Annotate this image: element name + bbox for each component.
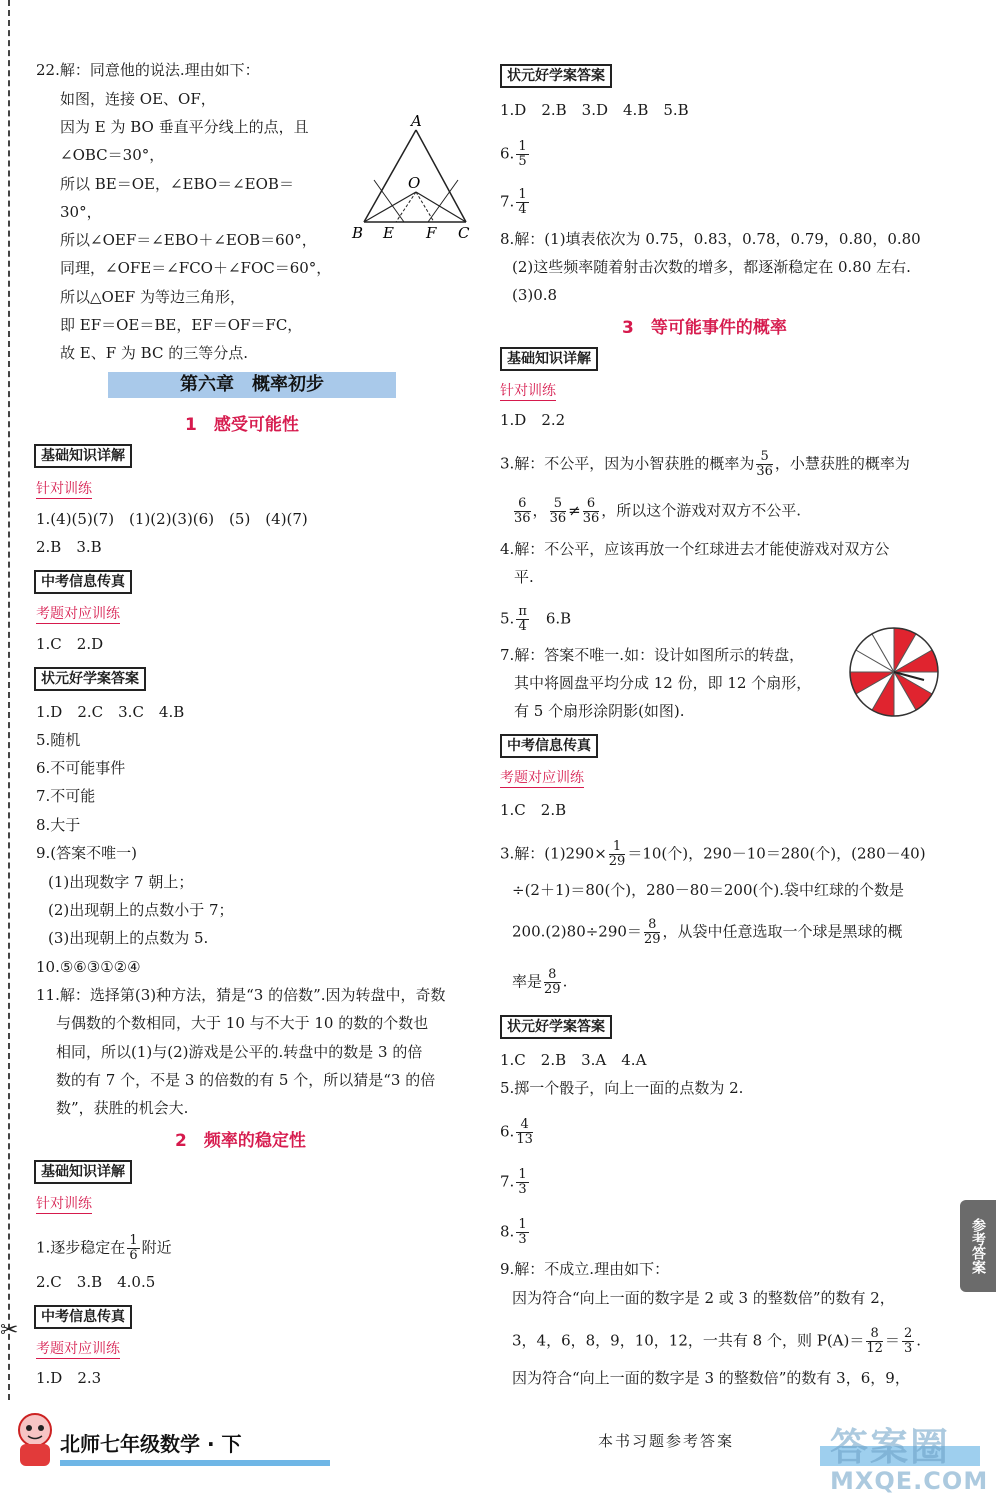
answer-line: (2)这些频率随着射击次数的增多，都逐渐稳定在 0.80 左右. — [512, 258, 911, 276]
answer-line: 9.(答案不唯一) — [36, 844, 138, 862]
answer-line: 1.(4)(5)(7) (1)(2)(3)(6) (5) (4)(7) — [36, 510, 308, 528]
cut-line — [8, 0, 10, 1400]
footer-section-title: 本书习题参考答案 — [598, 1432, 735, 1450]
subsection-label: 针对训练 — [500, 383, 556, 399]
q22-line: 同理，∠OFE＝∠FCO＋∠FOC＝60°， — [60, 259, 332, 277]
q22-line: 所以∠OEF＝∠EBO＋∠EOB＝60°， — [60, 231, 317, 249]
label-a: A — [411, 112, 422, 130]
section-title: 3 等可能事件的概率 — [622, 318, 787, 338]
answer-line: 6. $\frac{4}{13}$ — [500, 1117, 533, 1147]
answer-line: 6. $\frac{1}{5}$ — [500, 139, 527, 169]
mascot-icon — [10, 1408, 60, 1472]
subsection-label: 考题对应训练 — [36, 606, 120, 622]
answer-line: 2.B 3.B — [36, 538, 102, 556]
label-c: C — [458, 224, 470, 242]
answer-line: (2)出现朝上的点数小于 7； — [48, 901, 234, 919]
q22-line: 30°， — [60, 203, 102, 221]
q22-head: 22.解：同意他的说法.理由如下： — [36, 61, 260, 79]
answer-line: 3.解：(1)290× $\frac{1}{29}$ ＝10(个)，290－10＝280(个)，(280－40) — [500, 839, 926, 869]
answer-line: 1.逐步稳定在 $\frac{1}{6}$ 附近 — [36, 1233, 172, 1263]
section-box: 状元好学案答案 — [34, 667, 146, 691]
footer-book-title: 北师七年级数学 · 下 — [60, 1432, 242, 1456]
answer-line: 5.掷一个骰子，向上一面的点数为 2. — [500, 1079, 744, 1097]
answer-line: 7. $\frac{1}{4}$ — [500, 187, 527, 217]
section-box: 中考信息传真 — [500, 734, 598, 758]
q22-line: 因为 E 为 BO 垂直平分线上的点，且 — [60, 118, 309, 136]
scissors-icon: ✂ — [0, 1318, 19, 1343]
answer-line: 1.C 2.B 3.A 4.A — [500, 1051, 647, 1069]
answer-line: 2.C 3.B 4.0.5 — [36, 1273, 156, 1291]
answer-line: $\frac{6}{36}$ ， $\frac{5}{36}$ ≠ $\frac{6}{36}$ ，所以这个游戏对双方不公平. — [514, 496, 802, 526]
answer-line: 6.不可能事件 — [36, 759, 126, 777]
answer-line: 与偶数的个数相同，大于 10 与不大于 10 的数的个数也 — [56, 1014, 429, 1032]
section-box: 中考信息传真 — [34, 1305, 132, 1329]
answer-line: 1.C 2.D — [36, 635, 104, 653]
answer-line: 8. $\frac{1}{3}$ — [500, 1217, 527, 1247]
subsection-label: 考题对应训练 — [36, 1341, 120, 1357]
label-f: F — [426, 224, 437, 242]
q22-line: 故 E、F 为 BC 的三等分点. — [60, 344, 248, 362]
answer-line: 1.D 2.C 3.C 4.B — [36, 703, 185, 721]
section-box: 中考信息传真 — [34, 570, 132, 594]
answer-line: 1.D 2.B 3.D 4.B 5.B — [500, 101, 689, 119]
answer-line: 200.(2)80÷290＝ $\frac{8}{29}$ ，从袋中任意选取一个球是黑球的概 — [512, 917, 903, 947]
section-title: 2 频率的稳定性 — [175, 1131, 306, 1151]
q22-line: 即 EF＝OE＝BE，EF＝OF＝FC， — [60, 316, 303, 334]
answer-line: 相同，所以(1)与(2)游戏是公平的.转盘中的数是 3 的倍 — [56, 1043, 423, 1061]
q22-line: ∠OBC＝30°， — [60, 146, 165, 164]
section-box: 基础知识详解 — [34, 1160, 132, 1184]
triangle-figure — [350, 112, 476, 244]
section-box: 状元好学案答案 — [500, 1015, 612, 1039]
answer-line: 5.随机 — [36, 731, 81, 749]
section-title: 1 感受可能性 — [185, 415, 299, 435]
answer-line: 8.大于 — [36, 816, 81, 834]
answer-line: 因为符合“向上一面的数字是 2 或 3 的整数倍”的数有 2， — [512, 1289, 895, 1307]
answer-line: 5. $\frac{\pi}{4}$ 6.B — [500, 604, 572, 634]
answer-line: (3)0.8 — [512, 286, 558, 304]
answer-line: 7.解：答案不唯一.如：设计如图所示的转盘， — [500, 646, 805, 664]
answer-line: 数的有 7 个，不是 3 的倍数的有 5 个，所以猜是“3 的倍 — [56, 1071, 436, 1089]
section-box: 基础知识详解 — [500, 347, 598, 371]
answer-line: 1.D 2.3 — [36, 1369, 102, 1387]
q22-line: 所以 BE＝OE，∠EBO＝∠EOB＝ — [60, 175, 294, 193]
answer-line: 平. — [514, 568, 534, 586]
q22-line: 如图，连接 OE、OF， — [60, 90, 216, 108]
answer-line: 3，4，6，8，9，10，12，一共有 8 个，则 P(A)＝ $\frac{8}{12}$ ＝ $\frac{2}{3}$ . — [512, 1326, 921, 1356]
side-tab: 参考答案 — [960, 1200, 996, 1292]
answer-line: (1)出现数字 7 朝上； — [48, 873, 194, 891]
answer-line: 10.⑤⑥③①②④ — [36, 958, 141, 976]
subsection-label: 针对训练 — [36, 1196, 92, 1212]
label-e: E — [383, 224, 394, 242]
answer-line: 4.解：不公平，应该再放一个红球进去才能使游戏对双方公 — [500, 540, 890, 558]
answer-line: 7.不可能 — [36, 787, 96, 805]
answer-line: 率是 $\frac{8}{29}$ . — [512, 967, 568, 997]
answer-line: 1.C 2.B — [500, 801, 567, 819]
section-box: 基础知识详解 — [34, 444, 132, 468]
subsection-label: 考题对应训练 — [500, 770, 584, 786]
spinner-wheel — [846, 624, 942, 720]
label-b: B — [352, 224, 364, 242]
answer-line: 其中将圆盘平均分成 12 份，即 12 个扇形， — [514, 674, 812, 692]
answer-line: 7. $\frac{1}{3}$ — [500, 1167, 527, 1197]
answer-line: 有 5 个扇形涂阴影(如图). — [514, 702, 685, 720]
label-o: O — [408, 174, 421, 192]
fraction: $\frac{1}{6}$ — [129, 1233, 138, 1263]
answer-line: 8.解：(1)填表依次为 0.75，0.83，0.78，0.79，0.80，0.80 — [500, 230, 921, 248]
q22-line: 所以△OEF 为等边三角形， — [60, 288, 245, 306]
answer-line: ÷(2＋1)＝80(个)，280－80＝200(个).袋中红球的个数是 — [512, 881, 904, 899]
answer-line: 1.D 2.2 — [500, 411, 566, 429]
chapter-title: 第六章 概率初步 — [108, 372, 396, 398]
answer-line: 3.解：不公平，因为小智获胜的概率为 $\frac{5}{36}$ ，小慧获胜的概率为 — [500, 449, 910, 479]
section-box: 状元好学案答案 — [500, 64, 612, 88]
subsection-label: 针对训练 — [36, 481, 92, 497]
answer-line: 数”，获胜的机会大. — [56, 1099, 189, 1117]
answer-line: 因为符合“向上一面的数字是 3 的整数倍”的数有 3，6，9， — [512, 1369, 910, 1387]
answer-line: (3)出现朝上的点数为 5. — [48, 929, 209, 947]
watermark: 答案圈 MXQE.COM — [830, 1425, 989, 1495]
footer-bar — [60, 1460, 330, 1466]
answer-line: 9.解：不成立.理由如下： — [500, 1260, 670, 1278]
answer-line: 11.解：选择第(3)种方法，猜是“3 的倍数”.因为转盘中，奇数 — [36, 986, 446, 1004]
